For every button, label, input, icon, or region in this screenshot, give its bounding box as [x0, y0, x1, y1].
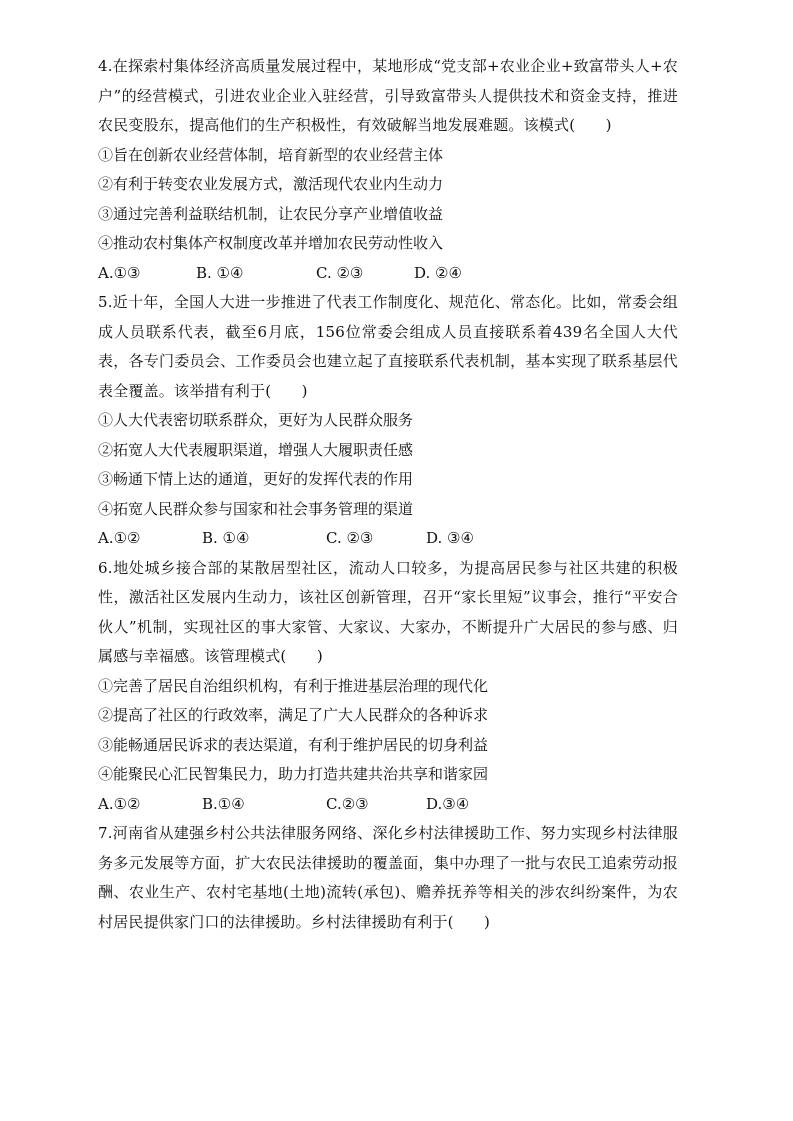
answer-d: D. ②④ [414, 263, 462, 282]
option-4: ④推动农村集体产权制度改革并增加农民劳动性收入 [98, 234, 444, 252]
option-1: ①完善了居民自治组织机构，有利于推进基层治理的现代化 [98, 676, 489, 695]
option-2: ②有利于转变农业发展方式，激活现代农业内生动力 [98, 175, 444, 193]
answer-c: C. ②③ [326, 529, 374, 547]
question-stem: 6.地处城乡接合部的某散居型社区，流动人口较多，为提高居民参与社区共建的积极性，激活社区发展内生动力，该社区创新管理，召开“家长里短”议事会，推行“平安合伙人”机制，实现社区的事大家管、大家议、大家办，不断提升广大居民的参与感、归属感与幸福感。该管理模式( ) [98, 558, 678, 665]
answer-b: B. ①④ [202, 529, 250, 547]
answer-c: C.②③ [326, 794, 369, 813]
question-stem: 4.在探索村集体经济高质量发展过程中，某地形成“党支部+农业企业+致富带头人+农户”的经营模式，引进农业企业入驻经营，引导致富带头人提供技术和资金支持，推进农民变股东，提高他们的生产积极性，有效破解当地发展难题。该模式( ) [98, 57, 678, 134]
option-3: ③畅通下情上达的通道，更好的发挥代表的作用 [98, 470, 414, 488]
question-6 [98, 554, 678, 820]
answer-a: A.①② [98, 794, 141, 813]
question-7 [98, 819, 678, 937]
option-2: ②拓宽人大代表履职渠道，增强人大履职责任感 [98, 440, 414, 459]
option-1: ①旨在创新农业经营体制，培育新型的农业经营主体 [98, 145, 444, 164]
answer-b: B.①④ [202, 794, 245, 813]
option-3: ③通过完善利益联结机制，让农民分享产业增值收益 [98, 204, 444, 223]
answer-choices [98, 259, 678, 289]
question-4 [98, 52, 678, 288]
answer-c: C. ②③ [316, 263, 364, 282]
option-2: ②提高了社区的行政效率，满足了广大人民群众的各种诉求 [98, 706, 489, 724]
question-5 [98, 288, 678, 554]
answer-a: A.①③ [98, 263, 141, 282]
question-stem: 7.河南省从建强乡村公共法律服务网络、深化乡村法律援助工作、努力实现乡村法律服务多元发展等方面，扩大农民法律援助的覆盖面，集中办理了一批与农民工追索劳动报酬、农业生产、农村宅基地(土地)流转(承包)、赡养抚养等相关的涉农纠纷案件，为农村居民提供家门口的法律援助。乡村法律援助有利于( ) [98, 824, 678, 931]
answer-d: D. ③④ [426, 529, 474, 547]
answer-choices [98, 790, 678, 820]
answer-a: A.①② [98, 529, 141, 547]
answer-b: B. ①④ [196, 263, 244, 282]
option-3: ③能畅通居民诉求的表达渠道，有利于维护居民的切身利益 [98, 735, 489, 754]
exam-page [98, 52, 678, 937]
question-stem: 5.近十年，全国人大进一步推进了代表工作制度化、规范化、常态化。比如，常委会组成人员联系代表，截至6月底，156位常委会组成人员直接联系着439名全国人大代表，各专门委员会、工作委员会也建立起了直接联系代表机制，基本实现了联系基层代表全覆盖。该举措有利于( ) [98, 293, 678, 400]
option-4: ④能聚民心汇民智集民力，助力打造共建共治共享和谐家园 [98, 765, 489, 783]
option-1: ①人大代表密切联系群众，更好为人民群众服务 [98, 411, 414, 429]
option-4: ④拓宽人民群众参与国家和社会事务管理的渠道 [98, 499, 414, 518]
answer-choices [98, 524, 678, 554]
answer-d: D.③④ [426, 794, 470, 813]
